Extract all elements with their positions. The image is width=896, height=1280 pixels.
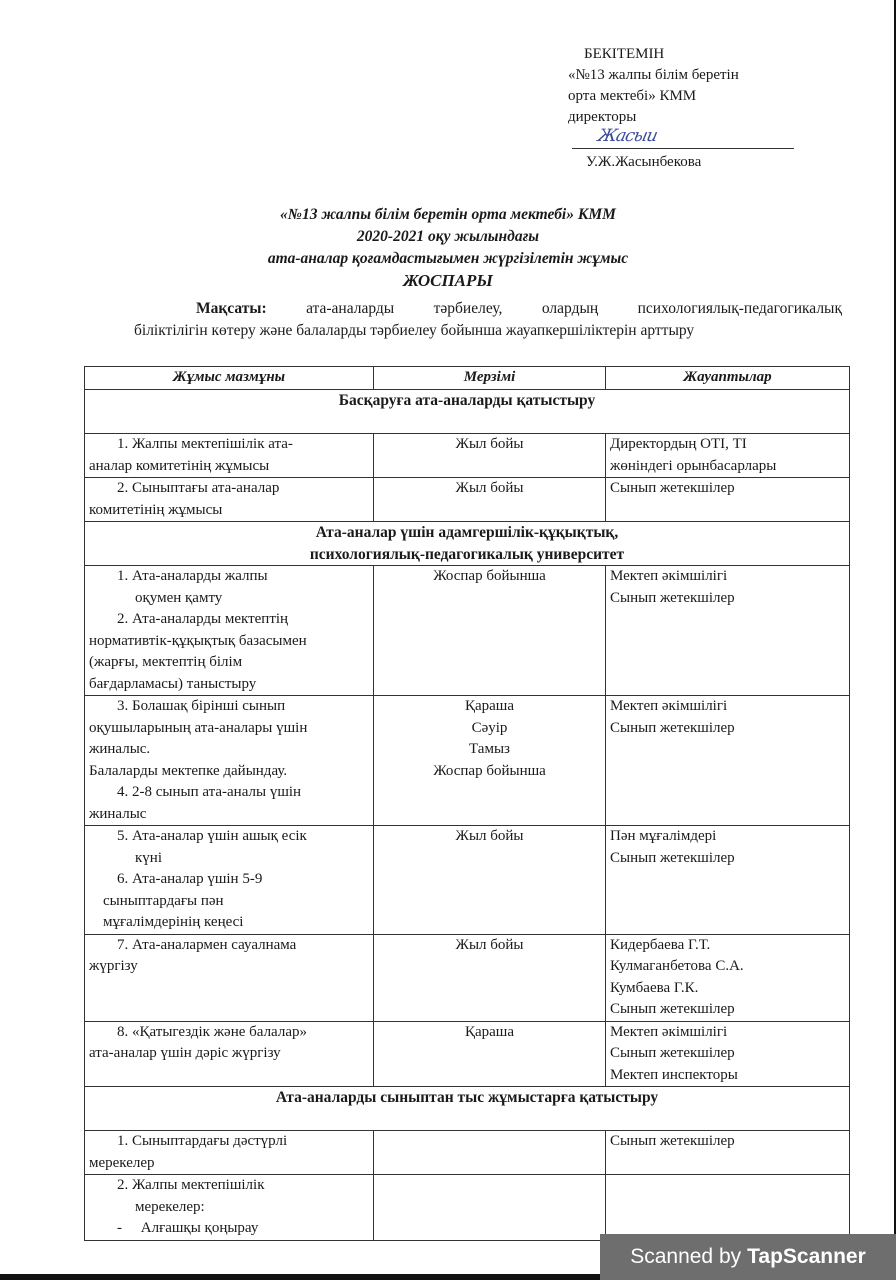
cell-content: 3. Болашақ бірінші сынып оқушыларының ата-аналары үшін жиналыс. Балаларды мектепке дайындау. 4. 2-8 сынып ата-аналы үшін жиналыс xyxy=(85,696,374,826)
cell-responsible: Кидербаева Г.Т. Кулмаганбетова С.А. Кумбаева Г.К. Сынып жетекшілер xyxy=(606,934,850,1021)
watermark-prefix: Scanned by xyxy=(630,1245,742,1268)
cell-responsible: Сынып жетекшілер xyxy=(606,478,850,522)
section-row xyxy=(85,390,850,434)
cell-content: 2. Сыныптағы ата-аналар комитетінің жұмысы xyxy=(85,478,374,522)
cell-responsible: Директордың ОТІ, ТІ жөніндегі орынбасарлары xyxy=(606,434,850,478)
cell-content: 2. Жалпы мектепішілік мерекелер: - Алғашқы қоңырау xyxy=(85,1175,374,1241)
section-title: Ата-аналарды сыныптан тыс жұмыстарға қатыстыру xyxy=(85,1087,850,1131)
cell-responsible: Мектеп әкімшілігі Сынып жетекшілер Мектеп инспекторы xyxy=(606,1021,850,1087)
goal-text-2: біліктілігін көтеру және балаларды тәрбиелеу бойынша жауапкершіліктерін арттыру xyxy=(134,322,695,339)
column-header-responsible: Жауаптылар xyxy=(606,367,850,390)
signature-row xyxy=(568,128,768,152)
table-row xyxy=(85,434,850,478)
column-header-term: Мерзімі xyxy=(374,367,606,390)
signature: Жасыи xyxy=(595,126,659,146)
title-line-1: «№13 жалпы білім беретін орта мектебі» КММ xyxy=(280,206,616,223)
section-row xyxy=(85,1087,850,1131)
title-line-4: ЖОСПАРЫ xyxy=(403,271,493,290)
cell-content: 1. Сыныптардағы дәстүрлі мерекелер xyxy=(85,1131,374,1175)
cell-term: Жыл бойы xyxy=(374,934,606,1021)
table-row xyxy=(85,1131,850,1175)
cell-term: Жыл бойы xyxy=(374,434,606,478)
watermark-brand: TapScanner xyxy=(747,1245,866,1268)
cell-responsible: Пән мұғалімдері Сынып жетекшілер xyxy=(606,826,850,935)
cell-term: Жыл бойы xyxy=(374,826,606,935)
approval-title: БЕКІТЕМІН xyxy=(584,46,665,62)
section-title: Басқаруға ата-аналарды қатыстыру xyxy=(85,390,850,434)
table-row xyxy=(85,566,850,696)
cell-content: 7. Ата-аналармен сауалнама жүргізу xyxy=(85,934,374,1021)
section-title: Ата-аналар үшін адамгершілік-құқықтық, психологиялық-педагогикалық университет xyxy=(85,522,850,566)
cell-responsible: Мектеп әкімшілігі Сынып жетекшілер xyxy=(606,566,850,696)
approval-line: «№13 жалпы білім беретін xyxy=(568,67,739,83)
table-row xyxy=(85,826,850,935)
cell-term: Қараша Сәуір Тамыз Жоспар бойынша xyxy=(374,696,606,826)
cell-term: Жыл бойы xyxy=(374,478,606,522)
title-line-2: 2020-2021 оқу жылындағы xyxy=(356,228,540,245)
signature-line xyxy=(572,148,794,149)
goal-text-1: ата-аналарды тәрбиелеу, олардың психологиялық-педагогикалық xyxy=(306,300,842,317)
approval-line: орта мектебі» КММ xyxy=(568,88,697,104)
goal-paragraph xyxy=(134,298,842,342)
cell-content: 1. Ата-аналарды жалпы оқумен қамту 2. Ата-аналарды мектептің нормативтік-құқықтық базасымен (жарғы, мектептің білім бағдарламасы) таныстыру xyxy=(85,566,374,696)
table-header-row xyxy=(85,367,850,390)
cell-content: 5. Ата-аналар үшін ашық есік күні 6. Ата-аналар үшін 5-9 сыныптардағы пән мұғалімдерінің кеңесі xyxy=(85,826,374,935)
table-row xyxy=(85,1175,850,1241)
cell-responsible xyxy=(606,1175,850,1241)
table-row xyxy=(85,696,850,826)
approval-line: директоры xyxy=(568,109,637,125)
title-line-3: ата-аналар қоғамдастығымен жүргізілетін жұмыс xyxy=(267,250,629,267)
cell-content: 8. «Қатыгездік және балалар» ата-аналар үшін дәріс жүргізу xyxy=(85,1021,374,1087)
column-header-content: Жұмыс мазмұны xyxy=(85,367,374,390)
director-name: У.Ж.Жасынбекова xyxy=(586,154,702,170)
scanner-watermark xyxy=(600,1234,896,1280)
approval-stamp-block xyxy=(568,44,768,173)
table-row xyxy=(85,934,850,1021)
table-row xyxy=(85,478,850,522)
cell-term: Жоспар бойынша xyxy=(374,566,606,696)
table-row xyxy=(85,1021,850,1087)
cell-term xyxy=(374,1131,606,1175)
cell-term xyxy=(374,1175,606,1241)
plan-table xyxy=(84,366,850,1241)
goal-label: Мақсаты: xyxy=(196,300,267,317)
cell-content: 1. Жалпы мектепішілік ата- аналар комитетінің жұмысы xyxy=(85,434,374,478)
cell-responsible: Сынып жетекшілер xyxy=(606,1131,850,1175)
document-title xyxy=(0,204,896,292)
section-row xyxy=(85,522,850,566)
cell-term: Қараша xyxy=(374,1021,606,1087)
cell-responsible: Мектеп әкімшілігі Сынып жетекшілер xyxy=(606,696,850,826)
